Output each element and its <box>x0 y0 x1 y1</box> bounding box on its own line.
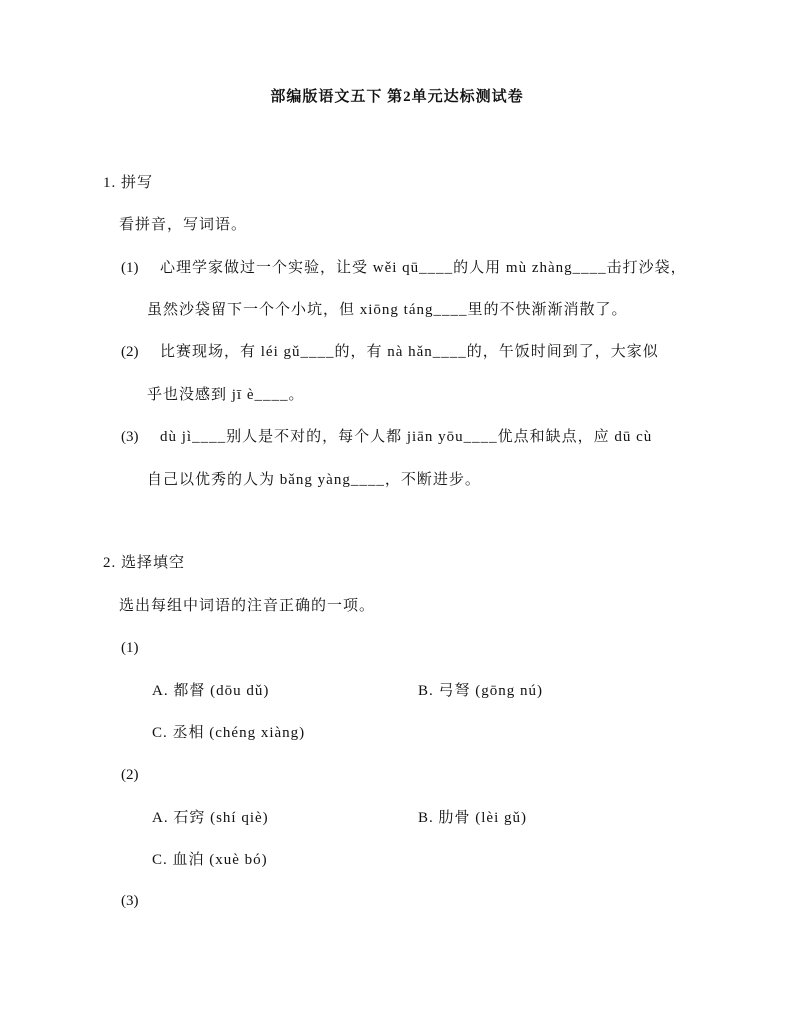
question-number: (2) <box>121 767 139 783</box>
question-number: (1) <box>121 640 139 656</box>
page-title: 部编版语文五下 第2单元达标测试卷 <box>270 89 524 105</box>
option-b: B. 弓弩 (gōng nú) <box>418 683 543 699</box>
section-heading: 2. 选择填空 <box>103 555 186 571</box>
question-number: (3) <box>121 893 139 909</box>
option-c: C. 丞相 (chéng xiàng) <box>152 725 306 741</box>
option-b: B. 肋骨 (lèi gǔ) <box>418 810 527 826</box>
item-number: (2) <box>121 344 139 360</box>
section-instruction: 看拼音，写词语。 <box>119 217 248 233</box>
option-a: A. 石窍 (shí qiè) <box>152 810 269 826</box>
section-heading: 1. 拼写 <box>103 175 154 191</box>
section-instruction: 选出每组中词语的注音正确的一项。 <box>119 598 376 614</box>
item-text-line: dù jì____别人是不对的，每个人都 jiān yōu____优点和缺点，应 dū cù <box>160 429 653 445</box>
item-text-line: 虽然沙袋留下一个个小坑，但 xiōng táng____里的不快渐渐消散了。 <box>147 302 628 318</box>
item-text-line: 比赛现场，有 léi gǔ____的，有 nà hǎn____的，午饭时间到了，大家似 <box>160 344 659 360</box>
item-text-line: 乎也没感到 jī è____。 <box>147 387 305 403</box>
item-number: (3) <box>121 429 139 445</box>
item-text-line: 心理学家做过一个实验，让受 wěi qū____的人用 mù zhàng____击打沙袋， <box>160 260 687 276</box>
option-c: C. 血泊 (xuè bó) <box>152 852 268 868</box>
option-a: A. 都督 (dōu dǔ) <box>152 683 270 699</box>
item-text-line: 自己以优秀的人为 bǎng yàng____，不断进步。 <box>147 472 481 488</box>
item-number: (1) <box>121 260 139 276</box>
